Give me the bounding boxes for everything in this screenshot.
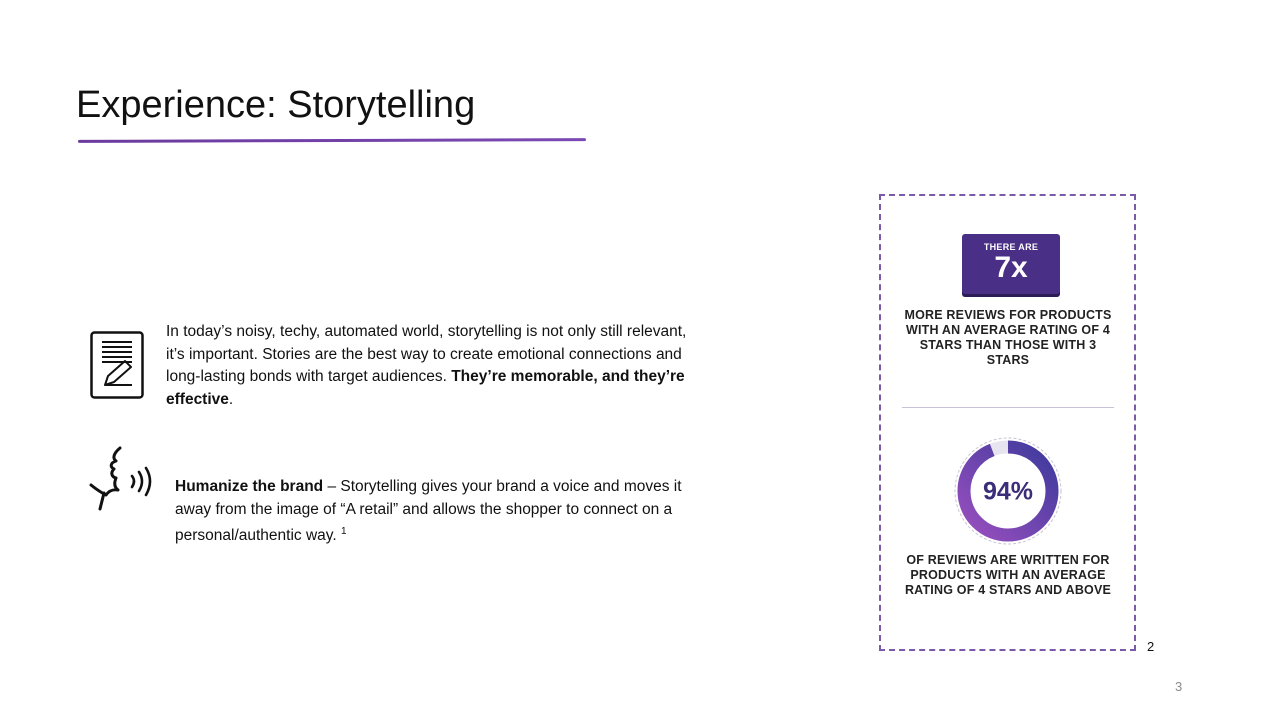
donut-label: 94% <box>982 477 1034 506</box>
badge-caption: THERE ARE <box>983 242 1039 252</box>
stat-divider <box>902 407 1114 408</box>
stat-badge <box>962 234 1060 294</box>
storytelling-paragraph: In today’s noisy, techy, automated world, storytelling is not only still relevant, it’s important. Stories are the best way to create emotional connections and long-lasting bonds with target audiences. They’re memorable, and they’re effective. <box>166 323 687 408</box>
badge-value: 7x <box>994 251 1028 284</box>
reviews-stat-text: MORE REVIEWS FOR PRODUCTS WITH AN AVERAGE RATING OF 4 STARS THAN THOSE WITH 3 STARS <box>904 308 1112 367</box>
page-number: 3 <box>1175 679 1183 694</box>
humanize-paragraph: Humanize the brand – Storytelling gives your brand a voice and moves it away from the image of “A retail” and allows the shopper to connect on a personal/authentic way. $^1$ <box>175 478 682 545</box>
reviews-percentage-text: OF REVIEWS ARE WRITTEN FOR PRODUCTS WITH AN AVERAGE RATING OF 4 STARS AND ABOVE <box>904 553 1112 597</box>
document-edit-icon <box>90 331 144 399</box>
speaking-head-icon <box>88 445 156 511</box>
percentage-donut <box>950 433 1066 549</box>
title-underline <box>78 138 586 143</box>
slide-title: Experience: Storytelling <box>76 84 476 126</box>
footnote-marker: 2 <box>1147 639 1155 654</box>
